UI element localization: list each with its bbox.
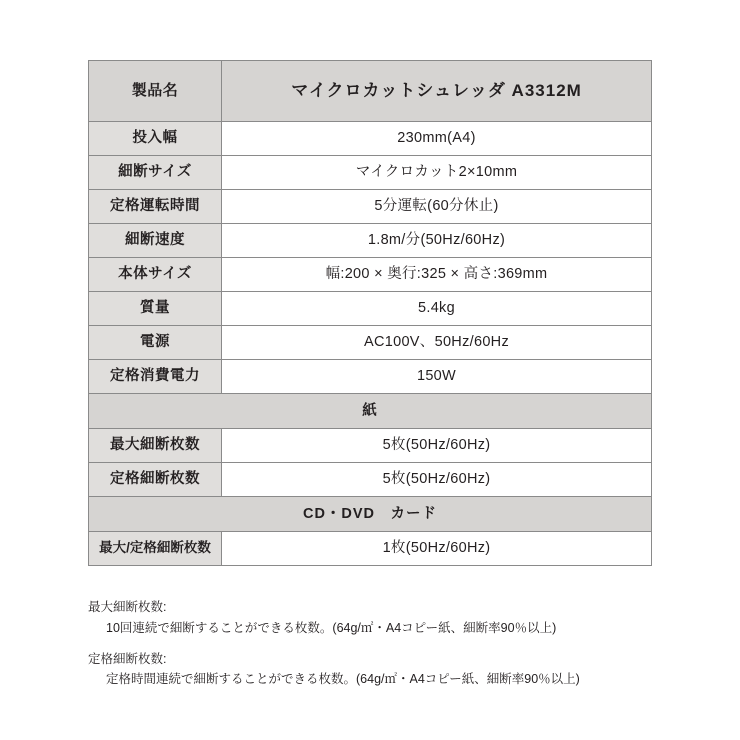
table-row-rated-sheets — [89, 463, 652, 497]
row-value: 5.4kg — [222, 292, 652, 326]
section-header-label: 紙 — [89, 394, 652, 429]
row-value: マイクロカットシュレッダ A3312M — [222, 61, 652, 122]
row-label: 細断速度 — [89, 224, 222, 258]
footnotes — [88, 598, 688, 701]
section-header-label: CD・DVD カード — [89, 497, 652, 532]
row-value: 1.8m/分(50Hz/60Hz) — [222, 224, 652, 258]
table-row-body-size — [89, 258, 652, 292]
row-value: 1枚(50Hz/60Hz) — [222, 532, 652, 566]
row-label: 電源 — [89, 326, 222, 360]
table-row-feed-width — [89, 122, 652, 156]
table-row-power-consumption — [89, 360, 652, 394]
row-label: 定格細断枚数 — [89, 463, 222, 497]
row-label: 最大細断枚数 — [89, 429, 222, 463]
row-value: 幅:200 × 奥行:325 × 高さ:369mm — [222, 258, 652, 292]
table-row-power-supply — [89, 326, 652, 360]
row-label: 投入幅 — [89, 122, 222, 156]
footnote-rated-sheets — [88, 650, 688, 690]
table-row-shred-size — [89, 156, 652, 190]
table-section-paper — [89, 394, 652, 429]
row-label: 最大/定格細断枚数 — [89, 532, 222, 566]
footnote-max-sheets — [88, 598, 688, 638]
row-value: 5枚(50Hz/60Hz) — [222, 429, 652, 463]
table-row-shred-speed — [89, 224, 652, 258]
row-label: 製品名 — [89, 61, 222, 122]
row-label: 質量 — [89, 292, 222, 326]
table-row-weight — [89, 292, 652, 326]
row-value: 5分運転(60分休止) — [222, 190, 652, 224]
row-value: 5枚(50Hz/60Hz) — [222, 463, 652, 497]
table-row-max-sheets — [89, 429, 652, 463]
row-value: 150W — [222, 360, 652, 394]
row-value: マイクロカット2×10mm — [222, 156, 652, 190]
row-label: 定格消費電力 — [89, 360, 222, 394]
row-label: 細断サイズ — [89, 156, 222, 190]
row-value: 230mm(A4) — [222, 122, 652, 156]
spec-table-body — [89, 61, 652, 566]
table-row-rated-run-time — [89, 190, 652, 224]
footnote-title: 最大細断枚数: — [88, 600, 167, 614]
footnote-body: 10回連続で細断することができる枚数。(64g/㎡・A4コピー紙、細断率90％以上) — [106, 620, 557, 635]
table-section-cd-dvd-card — [89, 497, 652, 532]
table-row-product-name — [89, 61, 652, 122]
spec-table-container — [88, 60, 652, 566]
footnote-title: 定格細断枚数: — [88, 651, 167, 666]
row-value: AC100V、50Hz/60Hz — [222, 326, 652, 360]
table-row-max-rated-sheets — [89, 532, 652, 566]
footnote-body: 定格時間連続で細断することができる枚数。(64g/㎡・A4コピー紙、細断率90％以上) — [106, 672, 580, 687]
row-label: 本体サイズ — [89, 258, 222, 292]
row-label: 定格運転時間 — [89, 190, 222, 224]
specification-table — [88, 60, 652, 566]
